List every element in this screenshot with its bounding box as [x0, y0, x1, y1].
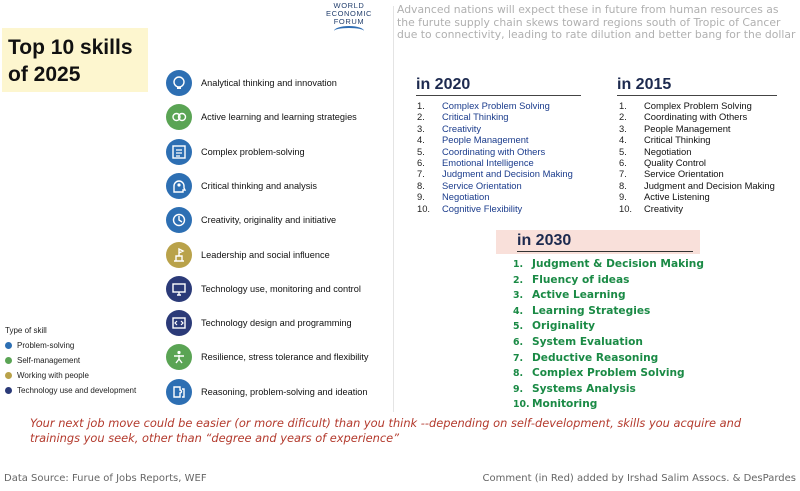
skill-label: Leadership and social influence: [201, 249, 330, 260]
comment-credit: Comment (in Red) added by Irshad Salim Assocs. & DesPardes: [482, 473, 796, 484]
list-text: Coordinating with Others: [644, 111, 748, 123]
list-number: 3.: [417, 122, 425, 134]
wef-logo: [318, 2, 380, 36]
list-text: Critical Thinking: [644, 134, 711, 146]
list-number: 5.: [513, 321, 524, 333]
list-number: 4.: [619, 134, 627, 146]
list-number: 4.: [417, 134, 425, 146]
list-item: [513, 335, 704, 351]
list-number: 9.: [619, 191, 627, 203]
list-text: Complex Problem Solving: [644, 100, 752, 111]
brain-gears-icon: [166, 104, 192, 130]
list-item: [513, 288, 704, 304]
legend-label: Technology use and development: [17, 386, 137, 395]
list-number: 5.: [417, 145, 425, 157]
list-text: Emotional Intelligence: [442, 156, 534, 168]
skills-2020-list: [417, 100, 573, 214]
list-number: 4.: [513, 305, 524, 317]
list-text: Judgment and Decision Making: [442, 168, 573, 180]
podium-flag-icon: [166, 242, 192, 268]
skill-label: Critical thinking and analysis: [201, 180, 317, 191]
list-number: 1.: [513, 259, 524, 270]
list-text: Service Orientation: [442, 179, 522, 191]
puzzle-idea-icon: [166, 379, 192, 405]
list-text: People Management: [644, 122, 731, 134]
list-item: [513, 382, 704, 398]
monitor-gauge-icon: [166, 276, 192, 302]
list-number: 7.: [513, 352, 524, 364]
list-item: [619, 100, 775, 111]
list-text: Fluency of ideas: [532, 273, 630, 286]
skill-label: Technology use, monitoring and control: [201, 283, 361, 294]
list-item: [619, 191, 775, 202]
skill-item: [166, 137, 396, 167]
skills-2030-list: [513, 257, 704, 413]
list-text: Critical Thinking: [442, 111, 509, 123]
list-item: [417, 180, 573, 191]
skill-label: Creativity, originality and initiative: [201, 215, 337, 226]
skill-label: Complex problem-solving: [201, 146, 305, 157]
skill-label: Active learning and learning strategies: [201, 112, 357, 123]
list-number: 2.: [619, 111, 627, 123]
legend-label: Working with people: [17, 371, 89, 380]
legend-label: Problem-solving: [17, 341, 75, 350]
list-item: [513, 366, 704, 382]
skill-item: [166, 205, 396, 235]
heading-2020: in 2020: [416, 76, 581, 96]
list-item: [417, 168, 573, 179]
list-text: Originality: [532, 320, 595, 333]
list-item: [619, 146, 775, 157]
skill-item: [166, 171, 396, 201]
list-text: Systems Analysis: [532, 382, 636, 395]
list-item: [417, 134, 573, 145]
list-number: 1.: [619, 100, 627, 111]
list-text: Creativity: [442, 122, 482, 134]
list-number: 7.: [417, 168, 425, 180]
list-item: [513, 319, 704, 335]
list-number: 6.: [513, 336, 524, 348]
list-text: People Management: [442, 134, 529, 146]
heading-2015: in 2015: [617, 76, 777, 96]
legend-dot-icon: [5, 387, 12, 394]
list-text: Cognitive Flexibility: [442, 202, 523, 214]
legend-item: [5, 368, 136, 383]
list-item: [619, 123, 775, 134]
flowchart-icon: [166, 139, 192, 165]
list-item: [619, 203, 775, 214]
skills-2015-list: [619, 100, 775, 214]
list-item: [619, 111, 775, 122]
list-number: 3.: [619, 122, 627, 134]
data-source: Data Source: Furue of Jobs Reports, WEF: [4, 473, 207, 484]
list-number: 8.: [619, 179, 627, 191]
legend-item: [5, 353, 136, 368]
list-item: [417, 146, 573, 157]
list-number: 2.: [513, 274, 524, 286]
list-text: Coordinating with Others: [442, 145, 546, 157]
title-line-1: Top 10 skills: [8, 36, 133, 59]
list-number: 9.: [513, 383, 524, 395]
creative-head-icon: [166, 207, 192, 233]
code-window-icon: [166, 310, 192, 336]
wef-logo-line-3: FORUM: [333, 17, 365, 26]
list-item: [619, 180, 775, 191]
skill-item: [166, 274, 396, 304]
list-item: [619, 168, 775, 179]
skill-label: Technology design and programming: [201, 318, 352, 329]
list-text: Learning Strategies: [532, 304, 651, 317]
list-text: Quality Control: [644, 156, 707, 168]
legend-dot-icon: [5, 342, 12, 349]
list-number: 3.: [513, 290, 524, 302]
legend-item: [5, 338, 136, 353]
list-text: Judgment & Decision Making: [532, 258, 704, 270]
list-item: [513, 273, 704, 289]
list-number: 10.: [619, 202, 633, 214]
list-item: [513, 397, 704, 413]
legend-dot-icon: [5, 357, 12, 364]
skill-item: [166, 308, 396, 338]
skill-item: [166, 240, 396, 270]
gray-note: Advanced nations will expect these in future from human resources as the furute supply chain skews toward regions south of Tropic of Cancer due to connectivity, leading to rate dilution and better bang for the dollar: [397, 3, 796, 41]
head-gear-icon: [166, 173, 192, 199]
list-item: [619, 157, 775, 168]
wef-logo-line-2: ECONOMIC: [325, 9, 373, 18]
head-lightbulb-icon: [166, 70, 192, 96]
list-item: [513, 257, 704, 273]
skill-label: Analytical thinking and innovation: [201, 78, 337, 88]
list-number: 1.: [417, 100, 425, 111]
title-box: [2, 28, 148, 92]
list-number: 6.: [619, 156, 627, 168]
title-line-2: of 2025: [8, 63, 81, 86]
list-item: [417, 157, 573, 168]
wef-logo-arc-icon: [334, 26, 364, 36]
legend-label: Self-management: [17, 356, 81, 365]
list-item: [417, 123, 573, 134]
list-text: Complex Problem Solving: [532, 367, 685, 380]
list-text: Active Learning: [532, 289, 626, 302]
list-text: Judgment and Decision Making: [644, 179, 775, 191]
list-number: 5.: [619, 145, 627, 157]
list-text: Service Orientation: [644, 168, 724, 180]
skill-item: [166, 377, 396, 407]
list-item: [417, 100, 573, 111]
skill-item: [166, 102, 396, 132]
list-number: 10.: [513, 399, 530, 411]
list-text: Active Listening: [644, 191, 710, 203]
list-text: Deductive Reasoning: [532, 351, 659, 364]
list-item: [513, 304, 704, 320]
skill-item: [166, 68, 396, 98]
list-number: 10.: [417, 202, 431, 214]
list-item: [417, 111, 573, 122]
legend-title: Type of skill: [5, 326, 47, 335]
list-number: 8.: [513, 368, 524, 380]
list-item: [417, 203, 573, 214]
list-text: Complex Problem Solving: [442, 100, 550, 111]
skill-label: Resilience, stress tolerance and flexibility: [201, 352, 369, 363]
wef-logo-line-1: WORLD: [333, 1, 365, 10]
list-text: Negotiation: [644, 145, 692, 157]
heading-2030: in 2030: [517, 232, 693, 252]
list-number: 7.: [619, 168, 627, 180]
legend-item: [5, 383, 136, 398]
flexible-figure-icon: [166, 344, 192, 370]
list-text: System Evaluation: [532, 335, 643, 348]
skill-type-legend: [5, 326, 136, 398]
list-text: Negotiation: [442, 191, 490, 203]
list-number: 6.: [417, 156, 425, 168]
skill-item: [166, 342, 396, 372]
list-text: Creativity: [644, 202, 684, 214]
list-item: [513, 351, 704, 367]
list-text: Monitoring: [532, 398, 598, 411]
red-comment: Your next job move could be easier (or more dificult) than you think --depending on self-development, skills you acquire and trainings you seek, other than “degree and years of experience”: [30, 416, 742, 445]
list-number: 2.: [417, 111, 425, 123]
skill-label: Reasoning, problem-solving and ideation: [201, 386, 368, 397]
list-number: 8.: [417, 179, 425, 191]
list-item: [619, 134, 775, 145]
legend-dot-icon: [5, 372, 12, 379]
list-number: 9.: [417, 191, 425, 203]
list-item: [417, 191, 573, 202]
